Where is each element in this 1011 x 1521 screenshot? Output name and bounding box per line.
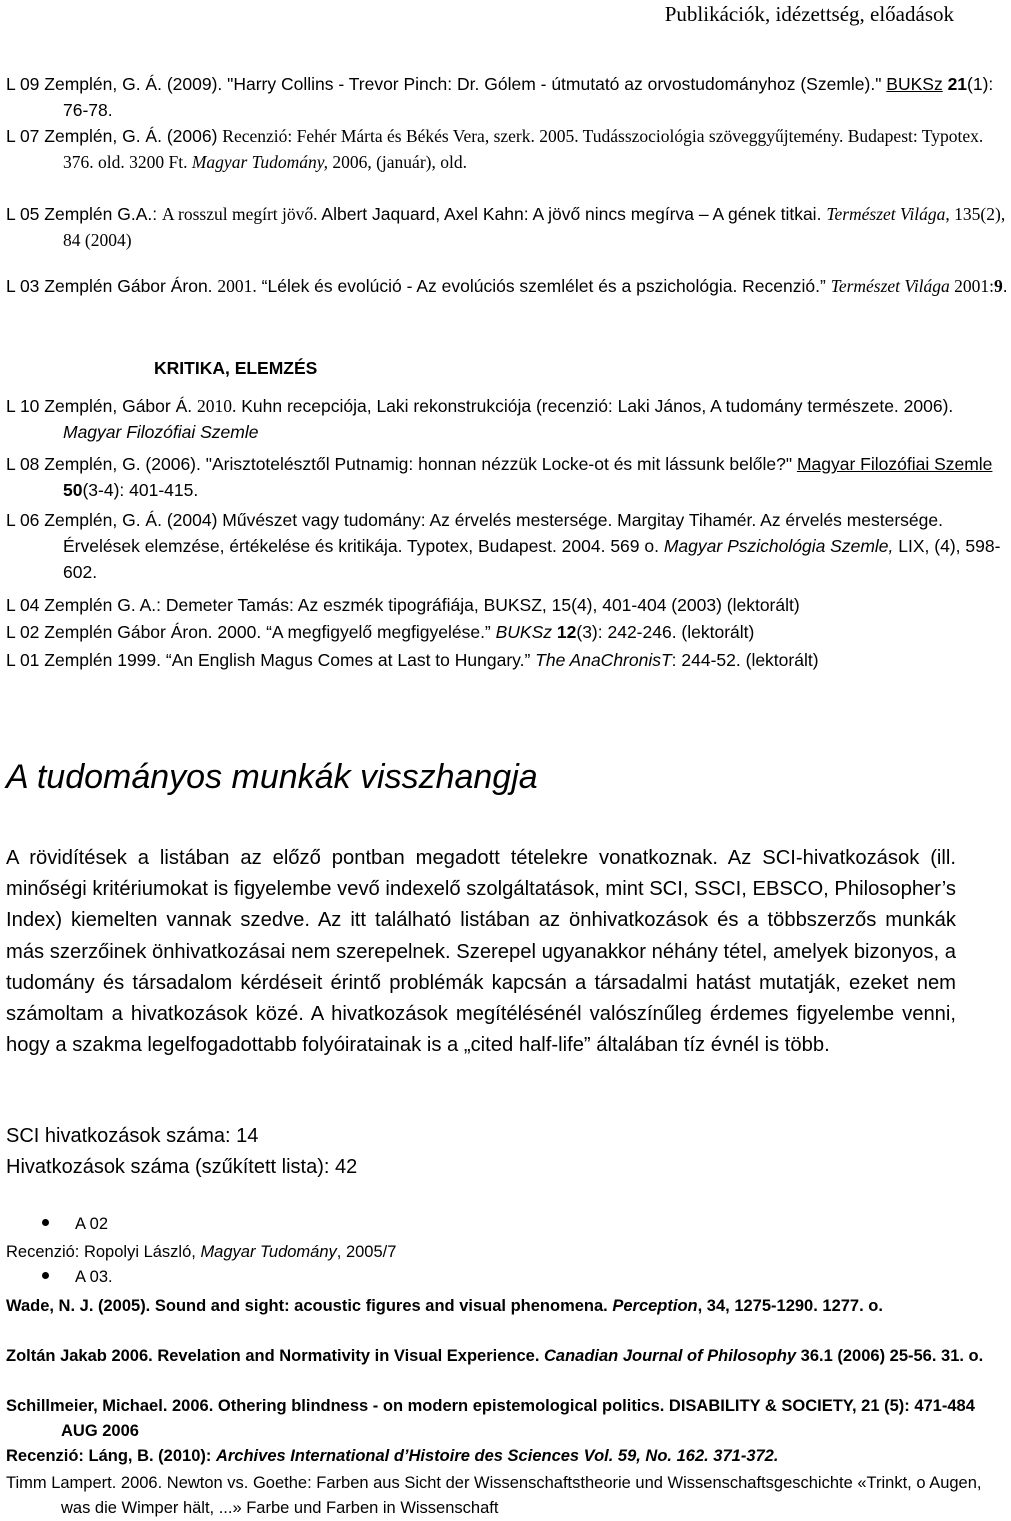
citation-entry: Recenzió: Láng, B. (2010): Archives International d’Histoire des Sciences Vol. 59, No. 162. 371-372. <box>6 1447 779 1465</box>
publication-entry: L 03 Zemplén Gábor Áron. 2001. “Lélek és evolúció - Az evolúciós szemlélet és a pszichológia. Recenzió.” Természet Világa 2001:9. <box>6 276 1008 296</box>
publication-entry: L 10 Zemplén, Gábor Á. 2010. Kuhn recepciója, Laki rekonstrukciója (recenzió: Laki János, A tudomány természete. 2006). Magyar Filozófiai Szemle <box>6 396 954 442</box>
publication-entry: L 04 Zemplén G. A.: Demeter Tamás: Az eszmék tipográfiája, BUKSZ, 15(4), 401-404 (2003) (lektorált) <box>6 595 800 615</box>
running-header: Publikációk, idézettség, előadások <box>664 2 954 26</box>
publication-entry: L 06 Zemplén, G. Á. (2004) Művészet vagy tudomány: Az érvelés mestersége. Margitay Tihamér. Az érvelés mestersége. Érvelések elemzése, értékelése és kritikája. Typotex, Budapest. 2004. 569 o. Magyar Pszichológia Szemle, LIX, (4), 598-602. <box>6 510 1001 582</box>
journal-link[interactable]: Magyar Filozófiai Szemle <box>796 454 993 474</box>
sci-citation-count: SCI hivatkozások száma: 14 <box>6 1125 259 1147</box>
total-citation-count: Hivatkozások száma (szűkített lista): 42 <box>6 1156 358 1178</box>
section-title: A tudományos munkák visszhangja <box>6 758 538 796</box>
journal-link[interactable]: BUKSz <box>886 74 943 94</box>
intro-paragraph: A rövidítések a listában az előző pontban megadott tételekre vonatkoznak. Az SCI-hivatkozások (ill. minőségi kritériumokat is figyelembe vevő indexelő szolgáltatások, mint SCI, SSCI, EBSCO, Philosopher’s Index) kiemelten vannak szedve. Az itt található listában az önhivatkozások és a többszerzős munkák más szerzőinek önhivatkozásai nem szerepelnek. Szerepel ugyanakkor néhány tétel, amelyek bizonyos, a tudomány és társadalom kérdéseit érintő problémák kapcsán a társadalmi hatást mutatják, ezeket nem számoltam a hivatkozások közé. A hivatkozások megítélésénél valószínűleg érdemes figyelembe venni, hogy a szakma legelfogadottabb folyóiratainak is a „cited half-life” általában tíz évnél is több. <box>6 847 956 1057</box>
subsection-heading: KRITIKA, ELEMZÉS <box>154 358 318 378</box>
publication-entry: L 05 Zemplén G.A.: A rosszul megírt jövő. Albert Jaquard, Axel Kahn: A jövő nincs megírva – A gének titkai. Természet Világa, 135(2), 84 (2004) <box>6 204 1006 250</box>
publication-entry: L 08 Zemplén, G. (2006). "Arisztotelésztől Putnamig: honnan nézzük Locke-ot és mit lássunk belőle?" Magyar Filozófiai Szemle 50(3-4): 401-415. <box>6 454 993 500</box>
citation-entry: Recenzió: Ropolyi László, Magyar Tudomány, 2005/7 <box>6 1243 397 1261</box>
bullet-icon <box>42 1272 49 1279</box>
citation-entry: Schillmeier, Michael. 2006. Othering blindness - on modern epistemological politics. DISABILITY & SOCIETY, 21 (5): 471-484 AUG 2006 <box>6 1397 975 1440</box>
publication-entry: L 07 Zemplén, G. Á. (2006) Recenzió: Fehér Márta és Békés Vera, szerk. 2005. Tudásszociológia szöveggyűjtemény. Budapest: Typotex. 376. old. 3200 Ft. Magyar Tudomány, 2006, (január), old. <box>6 126 984 172</box>
bullet-item: A 03. <box>42 1268 113 1287</box>
bullet-icon <box>42 1219 49 1226</box>
publication-entry: L 02 Zemplén Gábor Áron. 2000. “A megfigyelő megfigyelése.” BUKSz 12(3): 242-246. (lektorált) <box>6 622 755 642</box>
citation-entry: Timm Lampert. 2006. Newton vs. Goethe: Farben aus Sicht der Wissenschaftstheorie und Wissenschaftsgeschichte «Trinkt, o Augen, was die Wimper hält, ...» Farbe und Farben in Wissenschaft <box>6 1474 982 1517</box>
citation-entry: Wade, N. J. (2005). Sound and sight: acoustic figures and visual phenomena. Perception, 34, 1275-1290. 1277. o. <box>6 1297 883 1315</box>
bullet-item: A 02 <box>42 1215 108 1234</box>
citation-entry: Zoltán Jakab 2006. Revelation and Normativity in Visual Experience. Canadian Journal of Philosophy 36.1 (2006) 25-56. 31. o. <box>6 1347 984 1365</box>
publication-entry: L 09 Zemplén, G. Á. (2009). "Harry Collins - Trevor Pinch: Dr. Gólem - útmutató az orvostudományhoz (Szemle)." BUKSz 21(1): 76-78. <box>6 74 994 120</box>
publication-entry: L 01 Zemplén 1999. “An English Magus Comes at Last to Hungary.” The AnaChronisT: 244-52. (lektorált) <box>6 650 819 670</box>
